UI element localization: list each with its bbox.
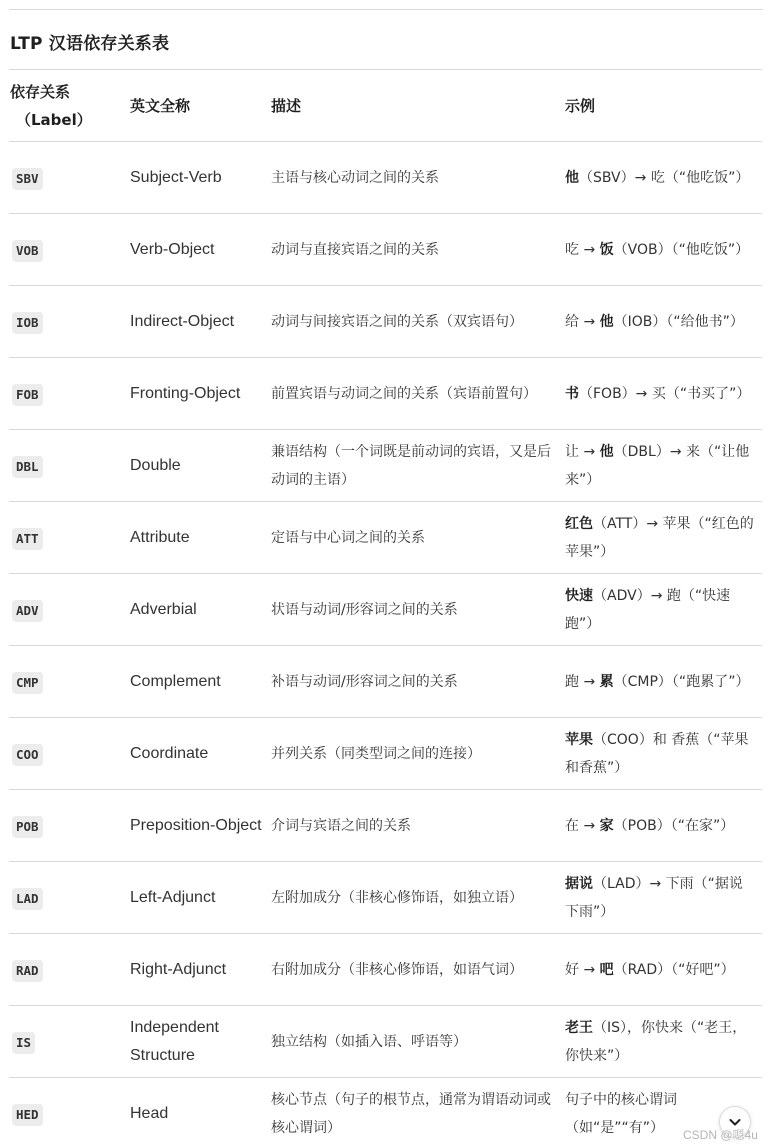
description-cell: 动词与直接宾语之间的关系 bbox=[271, 214, 565, 286]
description-cell: 左附加成分（非核心修饰语，如独立语） bbox=[271, 862, 565, 934]
example-text: （POB）（“在家”） bbox=[613, 817, 735, 834]
example-cell bbox=[565, 430, 762, 502]
relation-code-badge: HED bbox=[12, 1104, 43, 1126]
example-cell bbox=[565, 934, 762, 1006]
table-row bbox=[9, 646, 762, 718]
table-row bbox=[9, 286, 762, 358]
table-row bbox=[9, 574, 762, 646]
description-cell: 右附加成分（非核心修饰语，如语气词） bbox=[271, 934, 565, 1006]
table-heading: LTP 汉语依存关系表 bbox=[10, 34, 170, 54]
col-header-label bbox=[9, 70, 130, 142]
relation-code-badge: COO bbox=[12, 744, 43, 766]
example-head-word: 累 bbox=[599, 673, 614, 690]
description-cell: 动词与间接宾语之间的关系（双宾语句） bbox=[271, 286, 565, 358]
relation-code-badge: IS bbox=[12, 1032, 35, 1054]
example-text: （SBV）→ 吃（“他吃饭”） bbox=[579, 169, 750, 186]
english-name-cell: Fronting-Object bbox=[130, 358, 271, 430]
example-head-word: 苹果 bbox=[565, 731, 593, 748]
label-cell bbox=[9, 214, 130, 286]
table-row bbox=[9, 358, 762, 430]
relation-code-badge: FOB bbox=[12, 384, 43, 406]
label-cell bbox=[9, 1006, 130, 1078]
example-head-word: 他 bbox=[599, 443, 614, 460]
example-head-word: 他 bbox=[565, 169, 579, 186]
english-name-cell: Preposition-Object bbox=[130, 790, 271, 862]
example-text: 让 → bbox=[565, 443, 600, 460]
relation-code-badge: IOB bbox=[12, 312, 43, 334]
english-name-cell: Subject-Verb bbox=[130, 142, 271, 214]
example-head-word: 书 bbox=[565, 385, 579, 402]
table-row bbox=[9, 214, 762, 286]
english-name-cell: Double bbox=[130, 430, 271, 502]
example-head-word: 据说 bbox=[565, 875, 593, 892]
table-header-row bbox=[9, 70, 762, 142]
label-cell bbox=[9, 934, 130, 1006]
top-divider bbox=[9, 9, 763, 10]
relation-code-badge: SBV bbox=[12, 168, 43, 190]
english-name-cell: Head bbox=[130, 1078, 271, 1148]
description-cell: 补语与动词/形容词之间的关系 bbox=[271, 646, 565, 718]
example-cell bbox=[565, 862, 762, 934]
example-cell bbox=[565, 286, 762, 358]
example-text: 吃 → bbox=[565, 241, 600, 258]
example-cell bbox=[565, 646, 762, 718]
table-row bbox=[9, 1006, 762, 1078]
example-text: （IOB）（“给他书”） bbox=[613, 313, 744, 330]
label-cell bbox=[9, 358, 130, 430]
col-header-description: 描述 bbox=[271, 70, 565, 142]
example-text: （RAD）（“好吧”） bbox=[613, 961, 735, 978]
example-text: （FOB）→ 买（“书买了”） bbox=[579, 385, 751, 402]
example-text: （COO）和 香蕉（“苹果和香蕉”） bbox=[565, 731, 749, 776]
example-cell bbox=[565, 1006, 762, 1078]
label-cell bbox=[9, 142, 130, 214]
example-text: （ATT）→ 苹果（“红色的苹果”） bbox=[565, 515, 754, 560]
example-head-word: 饭 bbox=[599, 241, 614, 258]
example-cell bbox=[565, 214, 762, 286]
label-cell bbox=[9, 502, 130, 574]
english-name-cell: Right-Adjunct bbox=[130, 934, 271, 1006]
example-text: 句子中的核心谓词（如“是”“有”） bbox=[565, 1091, 677, 1136]
label-cell bbox=[9, 862, 130, 934]
english-name-cell: Left-Adjunct bbox=[130, 862, 271, 934]
col-header-english: 英文全称 bbox=[130, 70, 271, 142]
table-row bbox=[9, 718, 762, 790]
table-row bbox=[9, 502, 762, 574]
example-cell bbox=[565, 790, 762, 862]
description-cell: 主语与核心动词之间的关系 bbox=[271, 142, 565, 214]
example-text: （IS），你快来（“老王，你快来”） bbox=[565, 1019, 747, 1064]
example-text: 好 → bbox=[565, 961, 600, 978]
english-name-cell: Verb-Object bbox=[130, 214, 271, 286]
relation-code-badge: ADV bbox=[12, 600, 43, 622]
label-cell bbox=[9, 718, 130, 790]
label-cell bbox=[9, 646, 130, 718]
description-cell: 定语与中心词之间的关系 bbox=[271, 502, 565, 574]
english-name-cell: Complement bbox=[130, 646, 271, 718]
description-cell: 兼语结构（一个词既是前动词的宾语，又是后动词的主语） bbox=[271, 430, 565, 502]
english-name-cell: Indirect-Object bbox=[130, 286, 271, 358]
col-header-label-line1: 依存关系 bbox=[10, 82, 71, 101]
label-cell bbox=[9, 1078, 130, 1148]
label-cell bbox=[9, 790, 130, 862]
example-text: （LAD）→ 下雨（“据说下雨”） bbox=[565, 875, 743, 920]
relation-code-badge: LAD bbox=[12, 888, 43, 910]
label-cell bbox=[9, 430, 130, 502]
example-head-word: 老王 bbox=[565, 1019, 593, 1036]
example-text: 在 → bbox=[565, 817, 600, 834]
example-text: （ADV）→ 跑（“快速跑”） bbox=[565, 587, 731, 632]
example-text: （DBL）→ 来（“让他来”） bbox=[565, 443, 750, 488]
relation-code-badge: VOB bbox=[12, 240, 43, 262]
example-head-word: 家 bbox=[599, 817, 614, 834]
example-head-word: 他 bbox=[599, 313, 614, 330]
example-text: （CMP）（“跑累了”） bbox=[613, 673, 750, 690]
dependency-relation-table bbox=[9, 69, 762, 1148]
col-header-example: 示例 bbox=[565, 70, 762, 142]
english-name-cell: Coordinate bbox=[130, 718, 271, 790]
table-row bbox=[9, 430, 762, 502]
table-row bbox=[9, 142, 762, 214]
relation-code-badge: CMP bbox=[12, 672, 43, 694]
relation-code-badge: DBL bbox=[12, 456, 43, 478]
table-row bbox=[9, 934, 762, 1006]
example-cell bbox=[565, 718, 762, 790]
example-text: 给 → bbox=[565, 313, 600, 330]
example-head-word: 红色 bbox=[565, 515, 593, 532]
english-name-cell: Adverbial bbox=[130, 574, 271, 646]
example-text: 跑 → bbox=[565, 673, 600, 690]
description-cell: 并列关系（同类型词之间的连接） bbox=[271, 718, 565, 790]
description-cell: 介词与宾语之间的关系 bbox=[271, 790, 565, 862]
example-cell bbox=[565, 142, 762, 214]
example-head-word: 吧 bbox=[599, 961, 614, 978]
example-cell bbox=[565, 574, 762, 646]
table-row bbox=[9, 790, 762, 862]
description-cell: 前置宾语与动词之间的关系（宾语前置句） bbox=[271, 358, 565, 430]
table-row bbox=[9, 862, 762, 934]
description-cell: 核心节点（句子的根节点，通常为谓语动词或核心谓词） bbox=[271, 1078, 565, 1148]
relation-code-badge: ATT bbox=[12, 528, 43, 550]
description-cell: 独立结构（如插入语、呼语等） bbox=[271, 1006, 565, 1078]
description-cell: 状语与动词/形容词之间的关系 bbox=[271, 574, 565, 646]
english-name-cell: Independent Structure bbox=[130, 1006, 271, 1078]
watermark: CSDN @嗯4u bbox=[683, 1128, 758, 1142]
example-text: （VOB）（“他吃饭”） bbox=[613, 241, 750, 258]
col-header-label-line2: （Label） bbox=[16, 110, 92, 129]
label-cell bbox=[9, 286, 130, 358]
relation-code-badge: RAD bbox=[12, 960, 43, 982]
table-row bbox=[9, 1078, 762, 1148]
label-cell bbox=[9, 574, 130, 646]
example-head-word: 快速 bbox=[565, 587, 593, 604]
relation-code-badge: POB bbox=[12, 816, 43, 838]
english-name-cell: Attribute bbox=[130, 502, 271, 574]
example-cell bbox=[565, 502, 762, 574]
example-cell bbox=[565, 358, 762, 430]
